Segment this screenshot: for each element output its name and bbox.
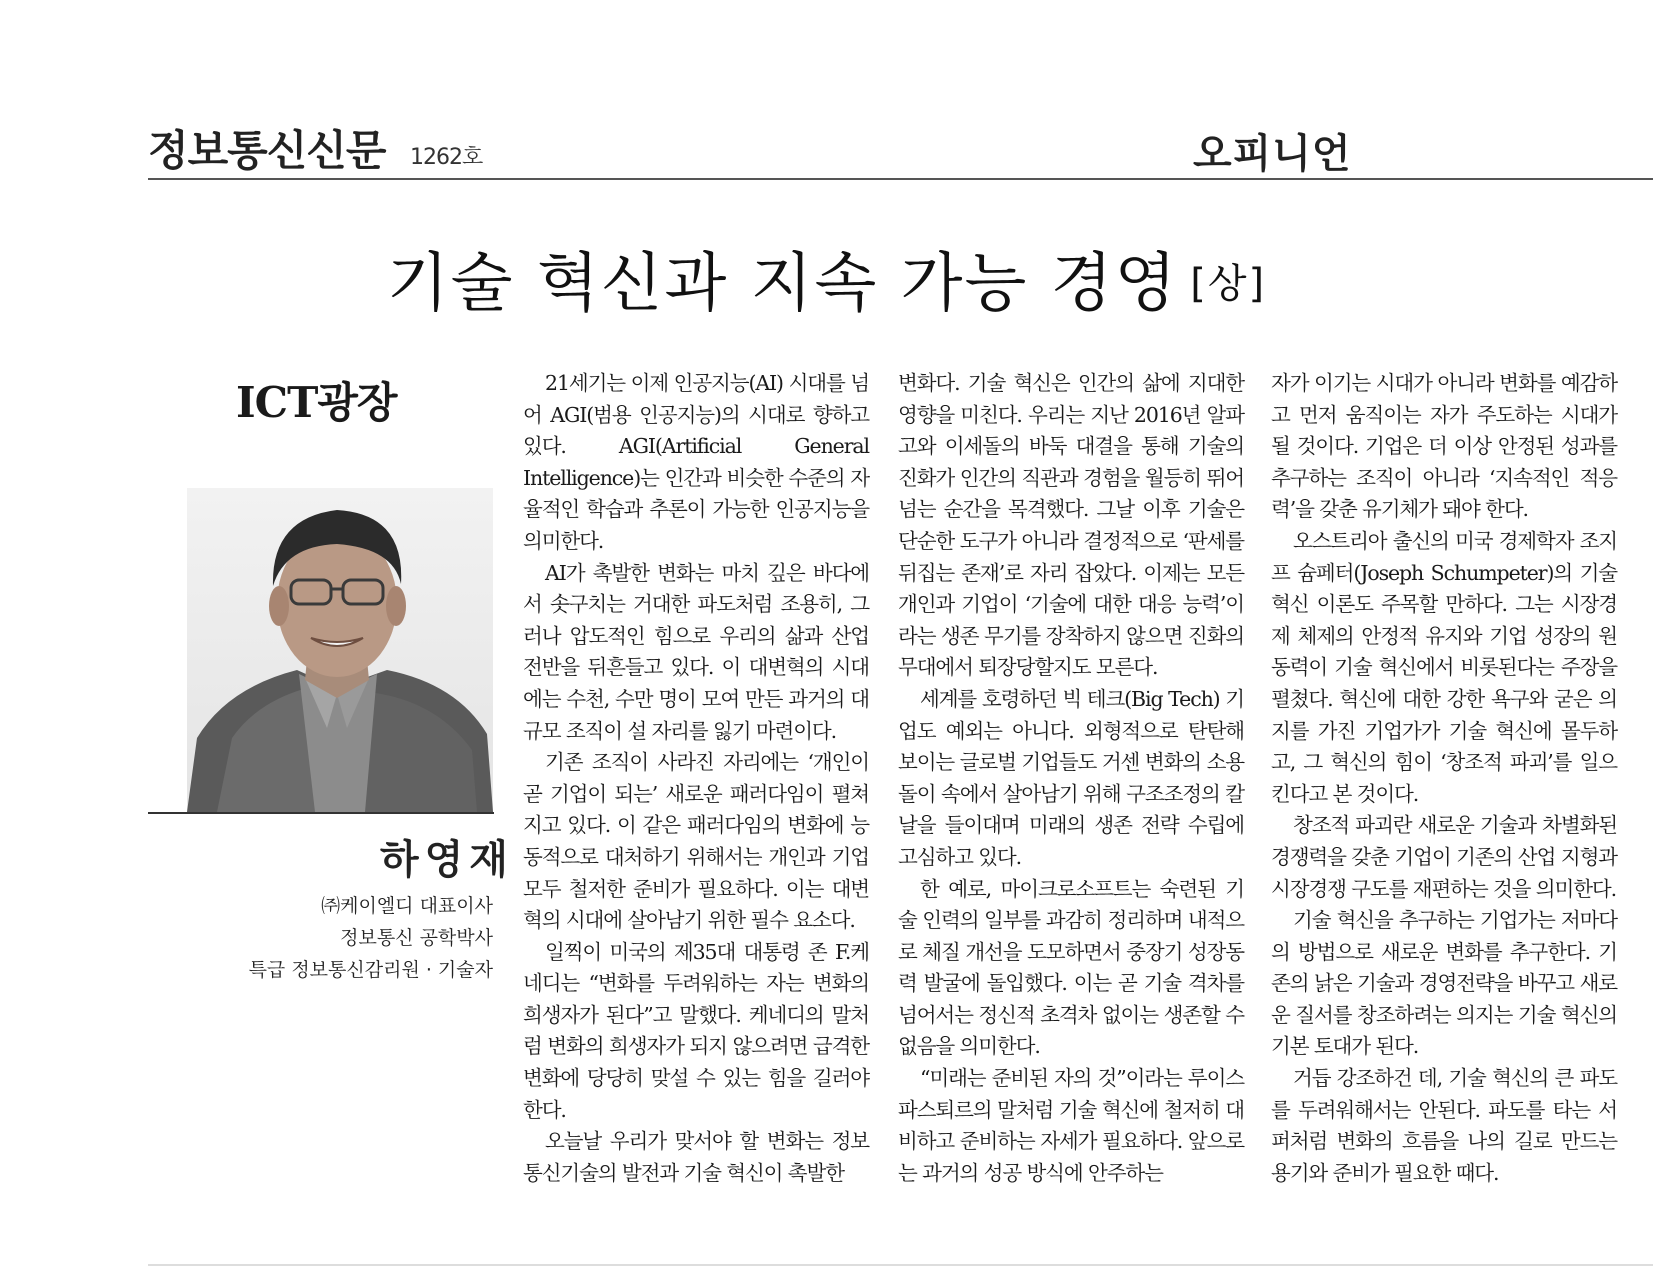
author-name: 하영재 [380, 837, 514, 883]
article-paragraph: 오스트리아 출신의 미국 경제학자 조지프 슘페터(Joseph Schumpeter)의 기술 혁신 이론도 주목할 만하다. 그는 시장경제 체제의 안정적 유지와 기업 성장의 원동력이 기술 혁신에서 비롯된다는 주장을 펼쳤다. 혁신에 대한 강한 욕구와 굳은 의지를 가진 기업가가 기술 혁신에 몰두하고, 그 혁신의 힘이 ‘창조적 파괴’를 일으킨다고 본 것이다. [1271, 528, 1617, 806]
article-paragraph: AI가 촉발한 변화는 마치 깊은 바다에서 솟구치는 거대한 파도처럼 조용히, 그러나 압도적인 힘으로 우리의 삶과 산업 전반을 뒤흔들고 있다. 이 대변혁의 시대에는 수천, 수만 명이 모여 만든 과거의 대규모 조직이 설 자리를 잃기 마련이다. [523, 560, 869, 743]
issue-number: 1262호 [410, 145, 483, 170]
article-column-3 [1271, 368, 1617, 1189]
article-paragraph: 자가 이기는 시대가 아니라 변화를 예감하고 먼저 움직이는 자가 주도하는 시대가 될 것이다. 기업은 더 이상 안정된 성과를 추구하는 조직이 아니라 ‘지속적인 적응력’을 갖춘 유기체가 돼야 한다. [1271, 371, 1617, 522]
article-paragraph: “미래는 준비된 자의 것”이라는 루이스 파스퇴르의 말처럼 기술 혁신에 철저히 대비하고 준비하는 자세가 필요하다. 앞으로는 과거의 성공 방식에 안주하는 [898, 1066, 1244, 1185]
article-paragraph: 세계를 호령하던 빅 테크(Big Tech) 기업도 예외는 아니다. 외형적으로 탄탄해 보이는 글로벌 기업들도 거센 변화의 소용돌이 속에서 살아남기 위해 구조조정의 칼날을 들이대며 미래의 생존 전략 수립에 고심하고 있다. [898, 686, 1244, 869]
masthead-divider [148, 178, 1653, 180]
article-paragraph: 변화다. 기술 혁신은 인간의 삶에 지대한 영향을 미친다. 우리는 지난 2016년 알파고와 이세돌의 바둑 대결을 통해 기술의 진화가 인간의 직관과 경험을 월등히 뛰어넘는 순간을 목격했다. 그날 이후 기술은 단순한 도구가 아니라 결정적으로 ‘판세를 뒤집는 존재’로 자리 잡았다. 이제는 모든 개인과 기업이 ‘기술에 대한 대응 능력’이라는 생존 무기를 장착하지 않으면 진화의 무대에서 퇴장당할지도 모른다. [898, 371, 1244, 680]
article-paragraph: 창조적 파괴란 새로운 기술과 차별화된 경쟁력을 갖춘 기업이 기존의 산업 지형과 시장경쟁 구도를 재편하는 것을 의미한다. [1271, 813, 1617, 901]
photo-divider [148, 812, 494, 814]
author-affiliation: 특급 정보통신감리원 · 기술자 [248, 959, 493, 981]
author-affiliation: 정보통신 공학박사 [340, 927, 493, 949]
headline-subtitle: [상] [1190, 260, 1267, 307]
headline [0, 232, 1653, 324]
article-paragraph: 일찍이 미국의 제35대 대통령 존 F.케네디는 “변화를 두려워하는 자는 변화의 희생자가 된다”고 말했다. 케네디의 말처럼 변화의 희생자가 되지 않으려면 급격한 변화에 당당히 맞설 수 있는 힘을 길러야 한다. [523, 939, 869, 1122]
article-paragraph: 한 예로, 마이크로소프트는 숙련된 기술 인력의 일부를 과감히 정리하며 내적으로 체질 개선을 도모하면서 중장기 성장동력 발굴에 돌입했다. 이는 곧 기술 격차를 넘어서는 정신적 초격차 없이는 생존할 수 없음을 의미한다. [898, 876, 1244, 1059]
author-affiliations [249, 890, 493, 986]
article-paragraph: 기술 혁신을 추구하는 기업가는 저마다의 방법으로 새로운 변화를 추구한다. 기존의 낡은 기술과 경영전략을 바꾸고 새로운 질서를 창조하려는 의지는 기술 혁신의 기본 토대가 된다. [1271, 908, 1617, 1059]
section-title: 오피니언 [1193, 131, 1352, 177]
author-affiliation: ㈜케이엘디 대표이사 [321, 895, 493, 917]
bottom-divider [148, 1264, 1653, 1266]
article-paragraph: 오늘날 우리가 맞서야 할 변화는 정보통신기술의 발전과 기술 혁신이 촉발한 [523, 1129, 869, 1185]
article-paragraph: 거듭 강조하건 데, 기술 혁신의 큰 파도를 두려워해서는 안된다. 파도를 타는 서퍼처럼 변화의 흐름을 나의 길로 만드는 용기와 준비가 필요한 때다. [1271, 1066, 1617, 1185]
article-paragraph: 기존 조직이 사라진 자리에는 ‘개인이 곧 기업이 되는’ 새로운 패러다임이 펼쳐지고 있다. 이 같은 패러다임의 변화에 능동적으로 대처하기 위해서는 개인과 기업 모두 철저한 준비가 필요하다. 이는 대변혁의 시대에 살아남기 위한 필수 요소다. [523, 750, 869, 933]
article-column-2 [898, 368, 1244, 1189]
headline-title: 기술 혁신과 지속 가능 경영 [386, 247, 1179, 321]
article-column-1 [523, 368, 869, 1189]
article-paragraph: 21세기는 이제 인공지능(AI) 시대를 넘어 AGI(범용 인공지능)의 시대로 향하고 있다. AGI(Artificial General Intelligence)는 인간과 비슷한 수준의 자율적인 학습과 추론이 가능한 인공지능을 의미한다. [523, 371, 869, 553]
masthead [148, 118, 1653, 180]
author-photo [187, 488, 493, 812]
column-name: ICT광장 [236, 378, 397, 427]
paper-name: 정보통신신문 [148, 126, 386, 175]
